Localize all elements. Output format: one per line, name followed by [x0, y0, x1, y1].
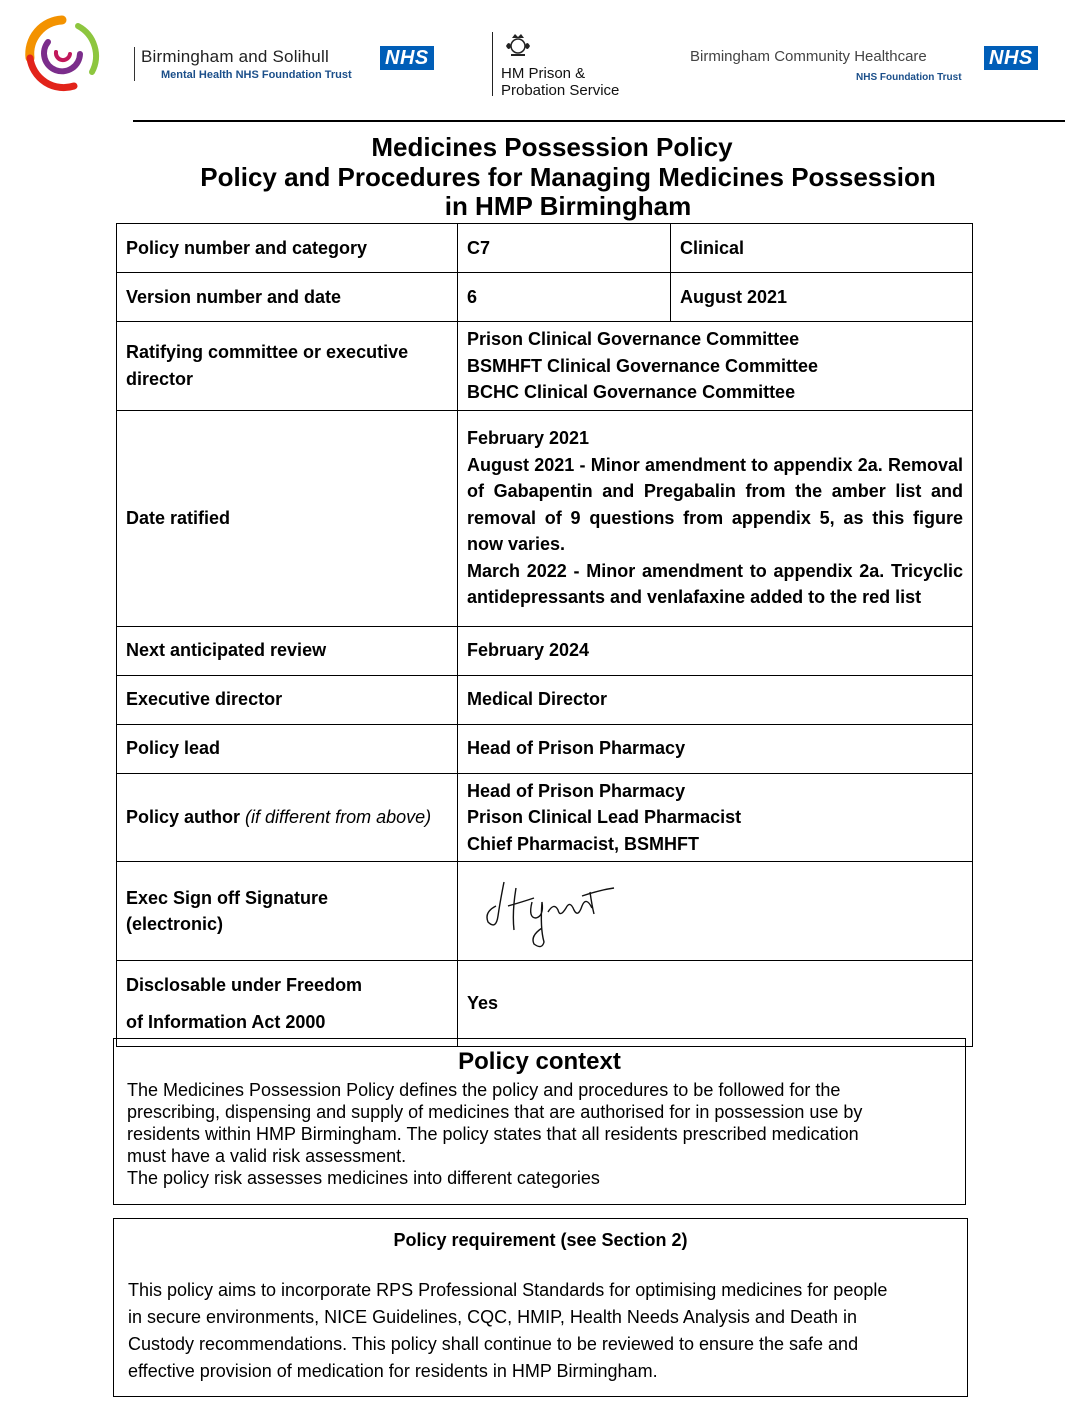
table-row	[117, 322, 973, 411]
policy-author-value	[458, 773, 973, 862]
bchc-trust-subtitle: NHS Foundation Trust	[856, 72, 962, 83]
document-subtitle-line-2: in HMP Birmingham	[444, 191, 692, 221]
foi-value: Yes	[458, 961, 973, 1047]
table-row	[117, 626, 973, 675]
table-row	[117, 724, 973, 773]
ratifying-value	[458, 322, 973, 411]
handwritten-signature-icon	[482, 872, 622, 952]
policy-author-label: Policy author	[126, 807, 241, 827]
policy-context-line: The Medicines Possession Policy defines the policy and procedures to be followed for the	[127, 1080, 841, 1100]
version-value: 6	[458, 273, 671, 322]
hmpps-line-2: Probation Service	[501, 82, 620, 99]
policy-requirement-line: This policy aims to incorporate RPS Professional Standards for optimising medicines for people	[128, 1280, 888, 1300]
policy-author-label-cell	[117, 773, 458, 862]
signature-label-2: (electronic)	[126, 914, 224, 934]
policy-context-line: The policy risk assesses medicines into different categories	[127, 1168, 600, 1188]
royal-crest-icon	[503, 32, 533, 60]
policy-lead-label: Policy lead	[117, 724, 458, 773]
table-row	[117, 410, 973, 626]
hmpps-logo	[492, 32, 620, 99]
policy-context-line: prescribing, dispensing and supply of medicines that are authorised for in possession use by	[127, 1102, 863, 1122]
document-subtitle-line-1: Policy and Procedures for Managing Medicines Possession	[200, 162, 936, 192]
policy-requirement-line: in secure environments, NICE Guidelines, CQC, HMIP, Health Needs Analysis and Death in	[128, 1307, 858, 1327]
policy-requirement-box	[113, 1218, 968, 1397]
next-review-label: Next anticipated review	[117, 626, 458, 675]
bsmh-logo-text	[134, 47, 352, 81]
policy-requirement-body	[128, 1277, 957, 1385]
bsmh-swirl-logo-icon	[22, 14, 102, 94]
table-row	[117, 273, 973, 322]
policy-number-value: C7	[458, 224, 671, 273]
exec-director-label: Executive director	[117, 675, 458, 724]
date-ratified-amendment-1: August 2021 - Minor amendment to appendix 2a. Removal of Gabapentin and Pregabalin from the amber list and removal of 9 questions from appendix 5, as this figure now varies.	[467, 454, 963, 555]
ratifying-committee-1: Prison Clinical Governance Committee	[467, 329, 800, 349]
signature-label-cell	[117, 862, 458, 961]
bsmh-trust-subtitle: Mental Health NHS Foundation Trust	[161, 69, 352, 81]
foi-label-2: of Information Act 2000	[126, 1011, 326, 1032]
table-row	[117, 961, 973, 1047]
policy-author-2: Prison Clinical Lead Pharmacist	[467, 807, 742, 827]
table-row	[117, 862, 973, 961]
policy-requirement-line: effective provision of medication for residents in HMP Birmingham.	[128, 1361, 658, 1381]
document-title: Medicines Possession Policy	[371, 132, 733, 162]
next-review-value: February 2024	[458, 626, 973, 675]
bchc-trust-name: Birmingham Community Healthcare	[690, 48, 927, 65]
ratifying-label: Ratifying committee or executive director	[117, 322, 458, 411]
hmpps-line-1: HM Prison &	[501, 65, 586, 82]
policy-number-label: Policy number and category	[117, 224, 458, 273]
policy-context-line: residents within HMP Birmingham. The policy states that all residents prescribed medication	[127, 1124, 859, 1144]
policy-author-3: Chief Pharmacist, BSMHFT	[467, 833, 700, 854]
policy-context-body	[127, 1079, 953, 1189]
version-date-value: August 2021	[671, 273, 973, 322]
policy-context-line: must have a valid risk assessment.	[127, 1146, 407, 1166]
policy-context-title: Policy context	[458, 1048, 621, 1075]
table-row	[117, 773, 973, 862]
date-ratified-amendment-2: March 2022 - Minor amendment to appendix 2a. Tricyclic antidepressants and venlafaxine added to the red list	[467, 560, 963, 608]
version-label: Version number and date	[117, 273, 458, 322]
bchc-logo-text	[690, 48, 962, 83]
policy-author-note: (if different from above)	[245, 807, 432, 827]
document-title-block	[0, 132, 1088, 220]
foi-label-cell	[117, 961, 458, 1047]
policy-category-value: Clinical	[671, 224, 973, 273]
header-divider	[133, 120, 1065, 122]
policy-author-1: Head of Prison Pharmacy	[467, 780, 686, 801]
date-ratified-original: February 2021	[467, 428, 590, 449]
policy-metadata-table	[116, 223, 973, 1047]
nhs-logo-bsmh: NHS	[380, 46, 434, 70]
table-row	[117, 675, 973, 724]
date-ratified-label: Date ratified	[117, 410, 458, 626]
ratifying-committee-2: BSMHFT Clinical Governance Committee	[467, 355, 819, 376]
date-ratified-value	[458, 410, 973, 626]
exec-director-value: Medical Director	[458, 675, 973, 724]
policy-requirement-line: Custody recommendations. This policy shall continue to be reviewed to ensure the safe and	[128, 1334, 859, 1354]
foi-label-1: Disclosable under Freedom	[126, 974, 363, 995]
policy-lead-value: Head of Prison Pharmacy	[458, 724, 973, 773]
policy-requirement-title: Policy requirement (see Section 2)	[393, 1230, 688, 1250]
signature-label-1: Exec Sign off Signature	[126, 887, 329, 908]
policy-context-box	[113, 1038, 966, 1205]
bsmh-trust-name: Birmingham and Solihull	[141, 47, 329, 66]
nhs-logo-bchc: NHS	[984, 46, 1038, 70]
ratifying-committee-3: BCHC Clinical Governance Committee	[467, 382, 796, 402]
table-row	[117, 224, 973, 273]
signature-cell	[458, 862, 973, 961]
